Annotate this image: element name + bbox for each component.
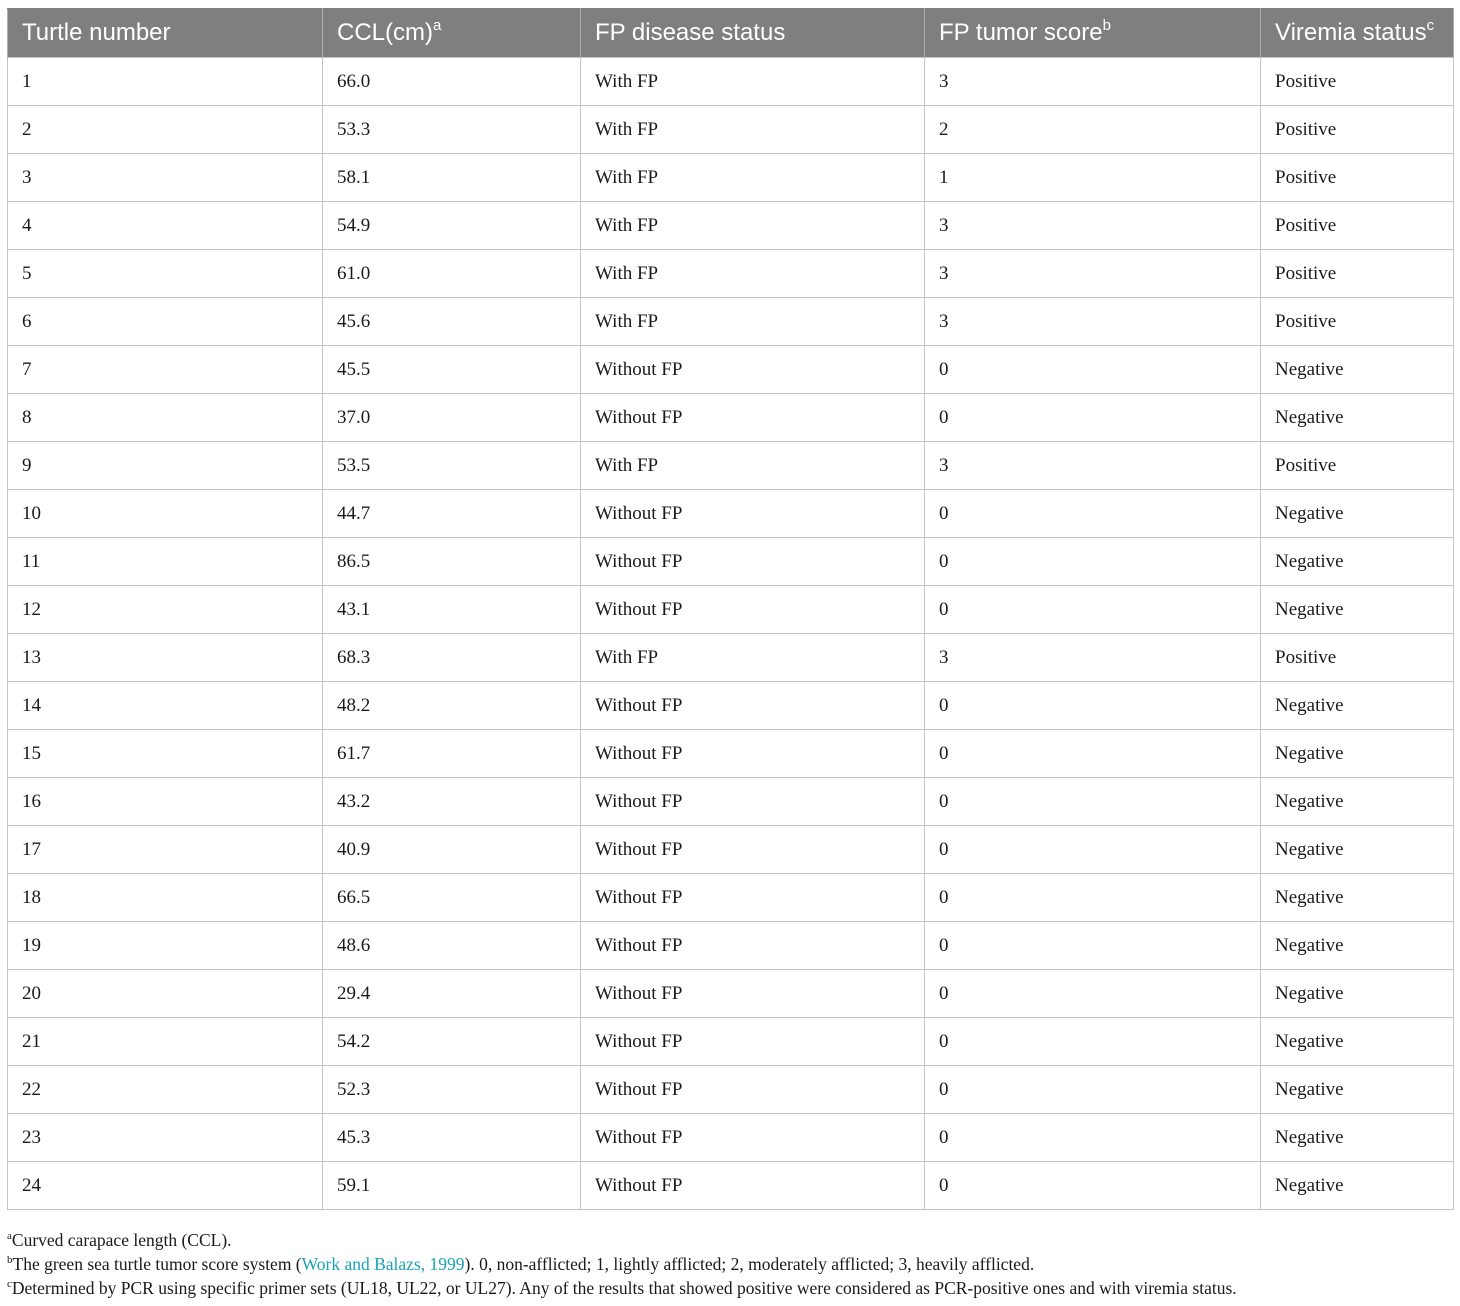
cell-fp-disease-status: Without FP: [581, 1018, 925, 1066]
table-row: [8, 202, 1454, 250]
table-footnotes: [7, 1228, 1453, 1300]
cell-ccl: 54.2: [323, 1018, 581, 1066]
cell-fp-tumor-score: 2: [925, 106, 1261, 154]
table-row: [8, 442, 1454, 490]
table-row: [8, 1066, 1454, 1114]
footnote-a: $^a$Curved carapace length (CCL).: [7, 1230, 232, 1250]
cell-fp-disease-status: Without FP: [581, 970, 925, 1018]
cell-turtle-number: 9: [8, 442, 323, 490]
cell-viremia-status: Negative: [1261, 826, 1454, 874]
table-row: [8, 538, 1454, 586]
cell-turtle-number: 7: [8, 346, 323, 394]
cell-ccl: 68.3: [323, 634, 581, 682]
cell-ccl: 54.9: [323, 202, 581, 250]
cell-fp-tumor-score: 0: [925, 1018, 1261, 1066]
cell-ccl: 66.5: [323, 874, 581, 922]
table-container: [7, 8, 1453, 1210]
cell-fp-tumor-score: 0: [925, 922, 1261, 970]
cell-ccl: 59.1: [323, 1162, 581, 1210]
cell-viremia-status: Negative: [1261, 1162, 1454, 1210]
cell-turtle-number: 16: [8, 778, 323, 826]
cell-fp-disease-status: Without FP: [581, 778, 925, 826]
table-row: [8, 106, 1454, 154]
cell-ccl: 45.6: [323, 298, 581, 346]
cell-fp-tumor-score: 0: [925, 586, 1261, 634]
header-fp-tumor-score: FP tumor score$^b$: [925, 9, 1261, 58]
cell-turtle-number: 17: [8, 826, 323, 874]
cell-fp-tumor-score: 0: [925, 490, 1261, 538]
table-row: [8, 922, 1454, 970]
cell-viremia-status: Positive: [1261, 298, 1454, 346]
cell-viremia-status: Negative: [1261, 346, 1454, 394]
cell-ccl: 86.5: [323, 538, 581, 586]
cell-fp-tumor-score: 0: [925, 826, 1261, 874]
cell-ccl: 29.4: [323, 970, 581, 1018]
cell-turtle-number: 15: [8, 730, 323, 778]
table-row: [8, 250, 1454, 298]
cell-turtle-number: 12: [8, 586, 323, 634]
cell-turtle-number: 1: [8, 58, 323, 106]
header-turtle-number: Turtle number: [8, 9, 323, 58]
cell-viremia-status: Negative: [1261, 586, 1454, 634]
cell-fp-tumor-score: 0: [925, 1162, 1261, 1210]
cell-viremia-status: Positive: [1261, 202, 1454, 250]
cell-ccl: 61.7: [323, 730, 581, 778]
cell-fp-tumor-score: 0: [925, 346, 1261, 394]
cell-viremia-status: Negative: [1261, 730, 1454, 778]
cell-viremia-status: Positive: [1261, 58, 1454, 106]
table-row: [8, 154, 1454, 202]
footnote-c: $^c$Determined by PCR using specific primer sets (UL18, UL22, or UL27). Any of the results that showed positive were considered as PCR-positive ones and with viremia status.: [7, 1278, 1237, 1298]
cell-viremia-status: Positive: [1261, 106, 1454, 154]
cell-viremia-status: Negative: [1261, 922, 1454, 970]
cell-ccl: 48.6: [323, 922, 581, 970]
cell-ccl: 45.5: [323, 346, 581, 394]
cell-fp-tumor-score: 3: [925, 634, 1261, 682]
cell-fp-disease-status: Without FP: [581, 538, 925, 586]
cell-fp-tumor-score: 0: [925, 970, 1261, 1018]
table-row: [8, 730, 1454, 778]
cell-viremia-status: Negative: [1261, 1066, 1454, 1114]
cell-turtle-number: 21: [8, 1018, 323, 1066]
cell-viremia-status: Negative: [1261, 394, 1454, 442]
cell-fp-tumor-score: 0: [925, 874, 1261, 922]
cell-turtle-number: 6: [8, 298, 323, 346]
cell-turtle-number: 24: [8, 1162, 323, 1210]
cell-turtle-number: 19: [8, 922, 323, 970]
cell-fp-tumor-score: 0: [925, 1066, 1261, 1114]
cell-viremia-status: Positive: [1261, 250, 1454, 298]
cell-fp-disease-status: With FP: [581, 154, 925, 202]
table-row: [8, 874, 1454, 922]
cell-turtle-number: 8: [8, 394, 323, 442]
cell-fp-disease-status: Without FP: [581, 1162, 925, 1210]
cell-fp-disease-status: Without FP: [581, 586, 925, 634]
cell-turtle-number: 14: [8, 682, 323, 730]
cell-fp-tumor-score: 3: [925, 58, 1261, 106]
footnote-b: $^b$The green sea turtle tumor score system (Work and Balazs, 1999). 0, non-afflicted; 1, lightly afflicted; 2, moderately afflicted; 3, heavily afflicted.: [7, 1254, 1035, 1274]
cell-fp-tumor-score: 0: [925, 778, 1261, 826]
cell-ccl: 53.5: [323, 442, 581, 490]
cell-fp-tumor-score: 0: [925, 730, 1261, 778]
cell-fp-disease-status: Without FP: [581, 922, 925, 970]
table-row: [8, 1114, 1454, 1162]
cell-fp-disease-status: Without FP: [581, 730, 925, 778]
table-row: [8, 490, 1454, 538]
cell-turtle-number: 3: [8, 154, 323, 202]
cell-fp-disease-status: Without FP: [581, 346, 925, 394]
cell-turtle-number: 20: [8, 970, 323, 1018]
cell-fp-disease-status: Without FP: [581, 1066, 925, 1114]
cell-turtle-number: 4: [8, 202, 323, 250]
cell-fp-disease-status: Without FP: [581, 682, 925, 730]
cell-ccl: 66.0: [323, 58, 581, 106]
table-body: [8, 58, 1454, 1210]
cell-ccl: 37.0: [323, 394, 581, 442]
cell-fp-disease-status: Without FP: [581, 394, 925, 442]
cell-ccl: 61.0: [323, 250, 581, 298]
cell-fp-disease-status: With FP: [581, 442, 925, 490]
table-row: [8, 298, 1454, 346]
cell-viremia-status: Negative: [1261, 874, 1454, 922]
cell-ccl: 48.2: [323, 682, 581, 730]
cell-fp-tumor-score: 3: [925, 442, 1261, 490]
cell-ccl: 40.9: [323, 826, 581, 874]
cell-ccl: 53.3: [323, 106, 581, 154]
cell-fp-tumor-score: 0: [925, 682, 1261, 730]
table-row: [8, 778, 1454, 826]
reference-link[interactable]: Work and Balazs, 1999: [301, 1254, 465, 1274]
cell-viremia-status: Positive: [1261, 154, 1454, 202]
table-row: [8, 58, 1454, 106]
cell-viremia-status: Negative: [1261, 970, 1454, 1018]
cell-turtle-number: 23: [8, 1114, 323, 1162]
cell-fp-tumor-score: 3: [925, 202, 1261, 250]
cell-viremia-status: Negative: [1261, 538, 1454, 586]
cell-fp-disease-status: Without FP: [581, 490, 925, 538]
cell-fp-disease-status: With FP: [581, 58, 925, 106]
table-row: [8, 346, 1454, 394]
cell-fp-tumor-score: 3: [925, 250, 1261, 298]
cell-viremia-status: Negative: [1261, 778, 1454, 826]
turtle-data-table: [7, 8, 1454, 1210]
cell-ccl: 58.1: [323, 154, 581, 202]
cell-ccl: 45.3: [323, 1114, 581, 1162]
cell-ccl: 43.1: [323, 586, 581, 634]
cell-fp-tumor-score: 0: [925, 538, 1261, 586]
cell-fp-tumor-score: 1: [925, 154, 1261, 202]
cell-viremia-status: Negative: [1261, 682, 1454, 730]
cell-turtle-number: 22: [8, 1066, 323, 1114]
table-row: [8, 634, 1454, 682]
header-ccl: CCL(cm)$^a$: [323, 9, 581, 58]
cell-fp-tumor-score: 3: [925, 298, 1261, 346]
cell-turtle-number: 10: [8, 490, 323, 538]
table-row: [8, 826, 1454, 874]
cell-fp-disease-status: Without FP: [581, 826, 925, 874]
cell-fp-tumor-score: 0: [925, 1114, 1261, 1162]
table-row: [8, 586, 1454, 634]
cell-turtle-number: 13: [8, 634, 323, 682]
cell-fp-tumor-score: 0: [925, 394, 1261, 442]
cell-ccl: 43.2: [323, 778, 581, 826]
table-header-row: [8, 9, 1454, 58]
cell-fp-disease-status: With FP: [581, 298, 925, 346]
header-viremia-status: Viremia status$^c$: [1261, 9, 1454, 58]
cell-turtle-number: 11: [8, 538, 323, 586]
cell-turtle-number: 18: [8, 874, 323, 922]
cell-ccl: 44.7: [323, 490, 581, 538]
cell-fp-disease-status: With FP: [581, 250, 925, 298]
cell-viremia-status: Positive: [1261, 442, 1454, 490]
table-row: [8, 394, 1454, 442]
cell-viremia-status: Negative: [1261, 1018, 1454, 1066]
cell-turtle-number: 2: [8, 106, 323, 154]
cell-turtle-number: 5: [8, 250, 323, 298]
table-row: [8, 970, 1454, 1018]
cell-fp-disease-status: Without FP: [581, 1114, 925, 1162]
table-row: [8, 1018, 1454, 1066]
cell-fp-disease-status: Without FP: [581, 874, 925, 922]
cell-fp-disease-status: With FP: [581, 106, 925, 154]
cell-viremia-status: Positive: [1261, 634, 1454, 682]
cell-viremia-status: Negative: [1261, 490, 1454, 538]
cell-ccl: 52.3: [323, 1066, 581, 1114]
cell-viremia-status: Negative: [1261, 1114, 1454, 1162]
table-row: [8, 682, 1454, 730]
table-row: [8, 1162, 1454, 1210]
cell-fp-disease-status: With FP: [581, 202, 925, 250]
cell-fp-disease-status: With FP: [581, 634, 925, 682]
header-fp-disease-status: FP disease status: [581, 9, 925, 58]
